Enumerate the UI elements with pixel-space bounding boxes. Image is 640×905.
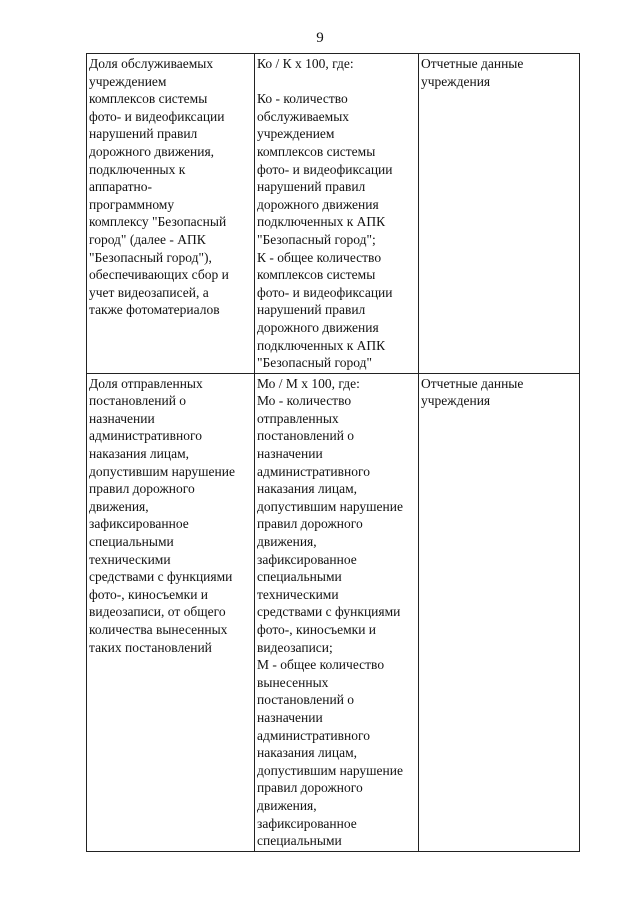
indicator-cell: Доля обслуживаемых учреждением комплексов системы фото- и видеофиксации нарушений правил дорожного движения, подключенных к аппаратно- программному комплексу "Безопасный город" (далее - АПК "Безопасный город"), обеспечивающих сбор и учет видеозаписей, а также фотоматериалов — [87, 54, 255, 374]
indicators-table — [86, 53, 580, 852]
formula-cell: Ко / К х 100, где: Ко - количество обслуживаемых учреждением комплексов системы фото- и видеофиксации нарушений правил дорожного движения подключенных к АПК "Безопасный город"; К - общее количество комплексов системы фото- и видеофиксации нарушений правил дорожного движения подключенных к АПК "Безопасный город" — [255, 54, 419, 374]
table-row — [87, 373, 580, 851]
source-cell: Отчетные данные учреждения — [419, 54, 580, 374]
formula-cell: Мо / М х 100, где: Мо - количество отправленных постановлений о назначении административного наказания лицам, допустившим нарушение правил дорожного движения, зафиксированное специальными техническими средствами с функциями фото-, киносъемки и видеозаписи; М - общее количество вынесенных постановлений о назначении административного наказания лицам, допустившим нарушение правил дорожного движения, зафиксированное специальными — [255, 373, 419, 851]
indicator-cell: Доля отправленных постановлений о назначении административного наказания лицам, допустившим нарушение правил дорожного движения, зафиксированное специальными техническими средствами с функциями фото-, киносъемки и видеозаписи, от общего количества вынесенных таких постановлений — [87, 373, 255, 851]
page-number: 9 — [316, 30, 324, 46]
table-row — [87, 54, 580, 374]
source-cell: Отчетные данные учреждения — [419, 373, 580, 851]
